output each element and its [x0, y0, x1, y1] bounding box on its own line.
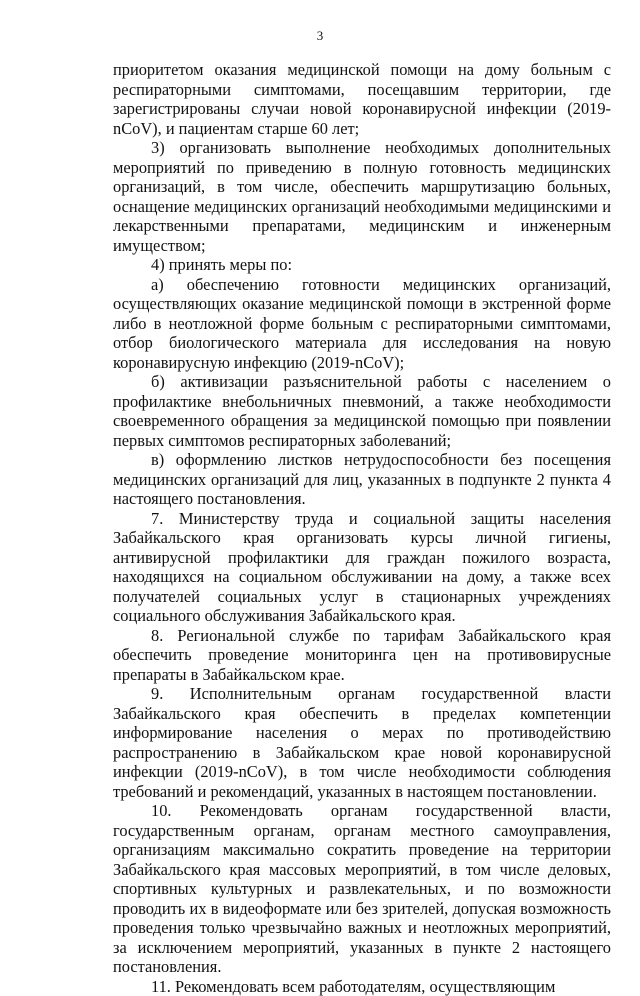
paragraph-clause-9: 9. Исполнительным органам государственной власти Забайкальского края обеспечить в пределах компетенции информирование населения о мерах по противодействию распространению в Забайкальском крае новой коронавирусной инфекции (2019-nCoV), в том числе необходимости соблюдения требований и рекомендаций, указанных в настоящем постановлении.: [113, 684, 611, 801]
paragraph-clause-8: 8. Региональной службе по тарифам Забайкальского края обеспечить проведение мониторинга цен на противовирусные препараты в Забайкальском крае.: [113, 626, 611, 685]
document-body: [113, 60, 611, 996]
paragraph-item-4: 4) принять меры по:: [113, 255, 611, 275]
paragraph-clause-11: 11. Рекомендовать всем работодателям, осуществляющим: [113, 977, 611, 996]
paragraph-continuation: приоритетом оказания медицинской помощи на дому больным с респираторными симптомами, посещавшим территории, где зарегистрированы случаи новой коронавирусной инфекции (2019-nCoV), и пациентам старше 60 лет;: [113, 60, 611, 138]
paragraph-subitem-v: в) оформлению листков нетрудоспособности без посещения медицинских организаций для лиц, указанных в подпункте 2 пункта 4 настоящего постановления.: [113, 450, 611, 509]
paragraph-subitem-a: а) обеспечению готовности медицинских организаций, осуществляющих оказание медицинской помощи в экстренной форме либо в неотложной форме больным с респираторными симптомами, отбор биологического материала для исследования на новую коронавирусную инфекцию (2019-nCoV);: [113, 275, 611, 373]
paragraph-clause-10: 10. Рекомендовать органам государственной власти, государственным органам, органам местного самоуправления, организациям максимально сократить проведение на территории Забайкальского края массовых мероприятий, в том числе деловых, спортивных культурных и развлекательных, и по возможности проводить их в видеоформате или без зрителей, допуская возможность проведения только чрезвычайно важных и неотложных мероприятий, за исключением мероприятий, указанных в пункте 2 настоящего постановления.: [113, 801, 611, 977]
paragraph-clause-7: 7. Министерству труда и социальной защиты населения Забайкальского края организовать курсы личной гигиены, антивирусной профилактики для граждан пожилого возраста, находящихся на социальном обслуживании на дому, а также всех получателей социальных услуг в стационарных учреждениях социального обслуживания Забайкальского края.: [113, 509, 611, 626]
paragraph-subitem-b: б) активизации разъяснительной работы с населением о профилактике внебольничных пневмоний, а также необходимости своевременного обращения за медицинской помощью при появлении первых симптомов респираторных заболеваний;: [113, 372, 611, 450]
page-number: 3: [0, 28, 640, 44]
paragraph-item-3: 3) организовать выполнение необходимых дополнительных мероприятий по приведению в полную готовность медицинских организаций, в том числе, обеспечить маршрутизацию больных, оснащение медицинских организаций необходимыми медицинскими и лекарственными препаратами, медицинским и инженерным имуществом;: [113, 138, 611, 255]
